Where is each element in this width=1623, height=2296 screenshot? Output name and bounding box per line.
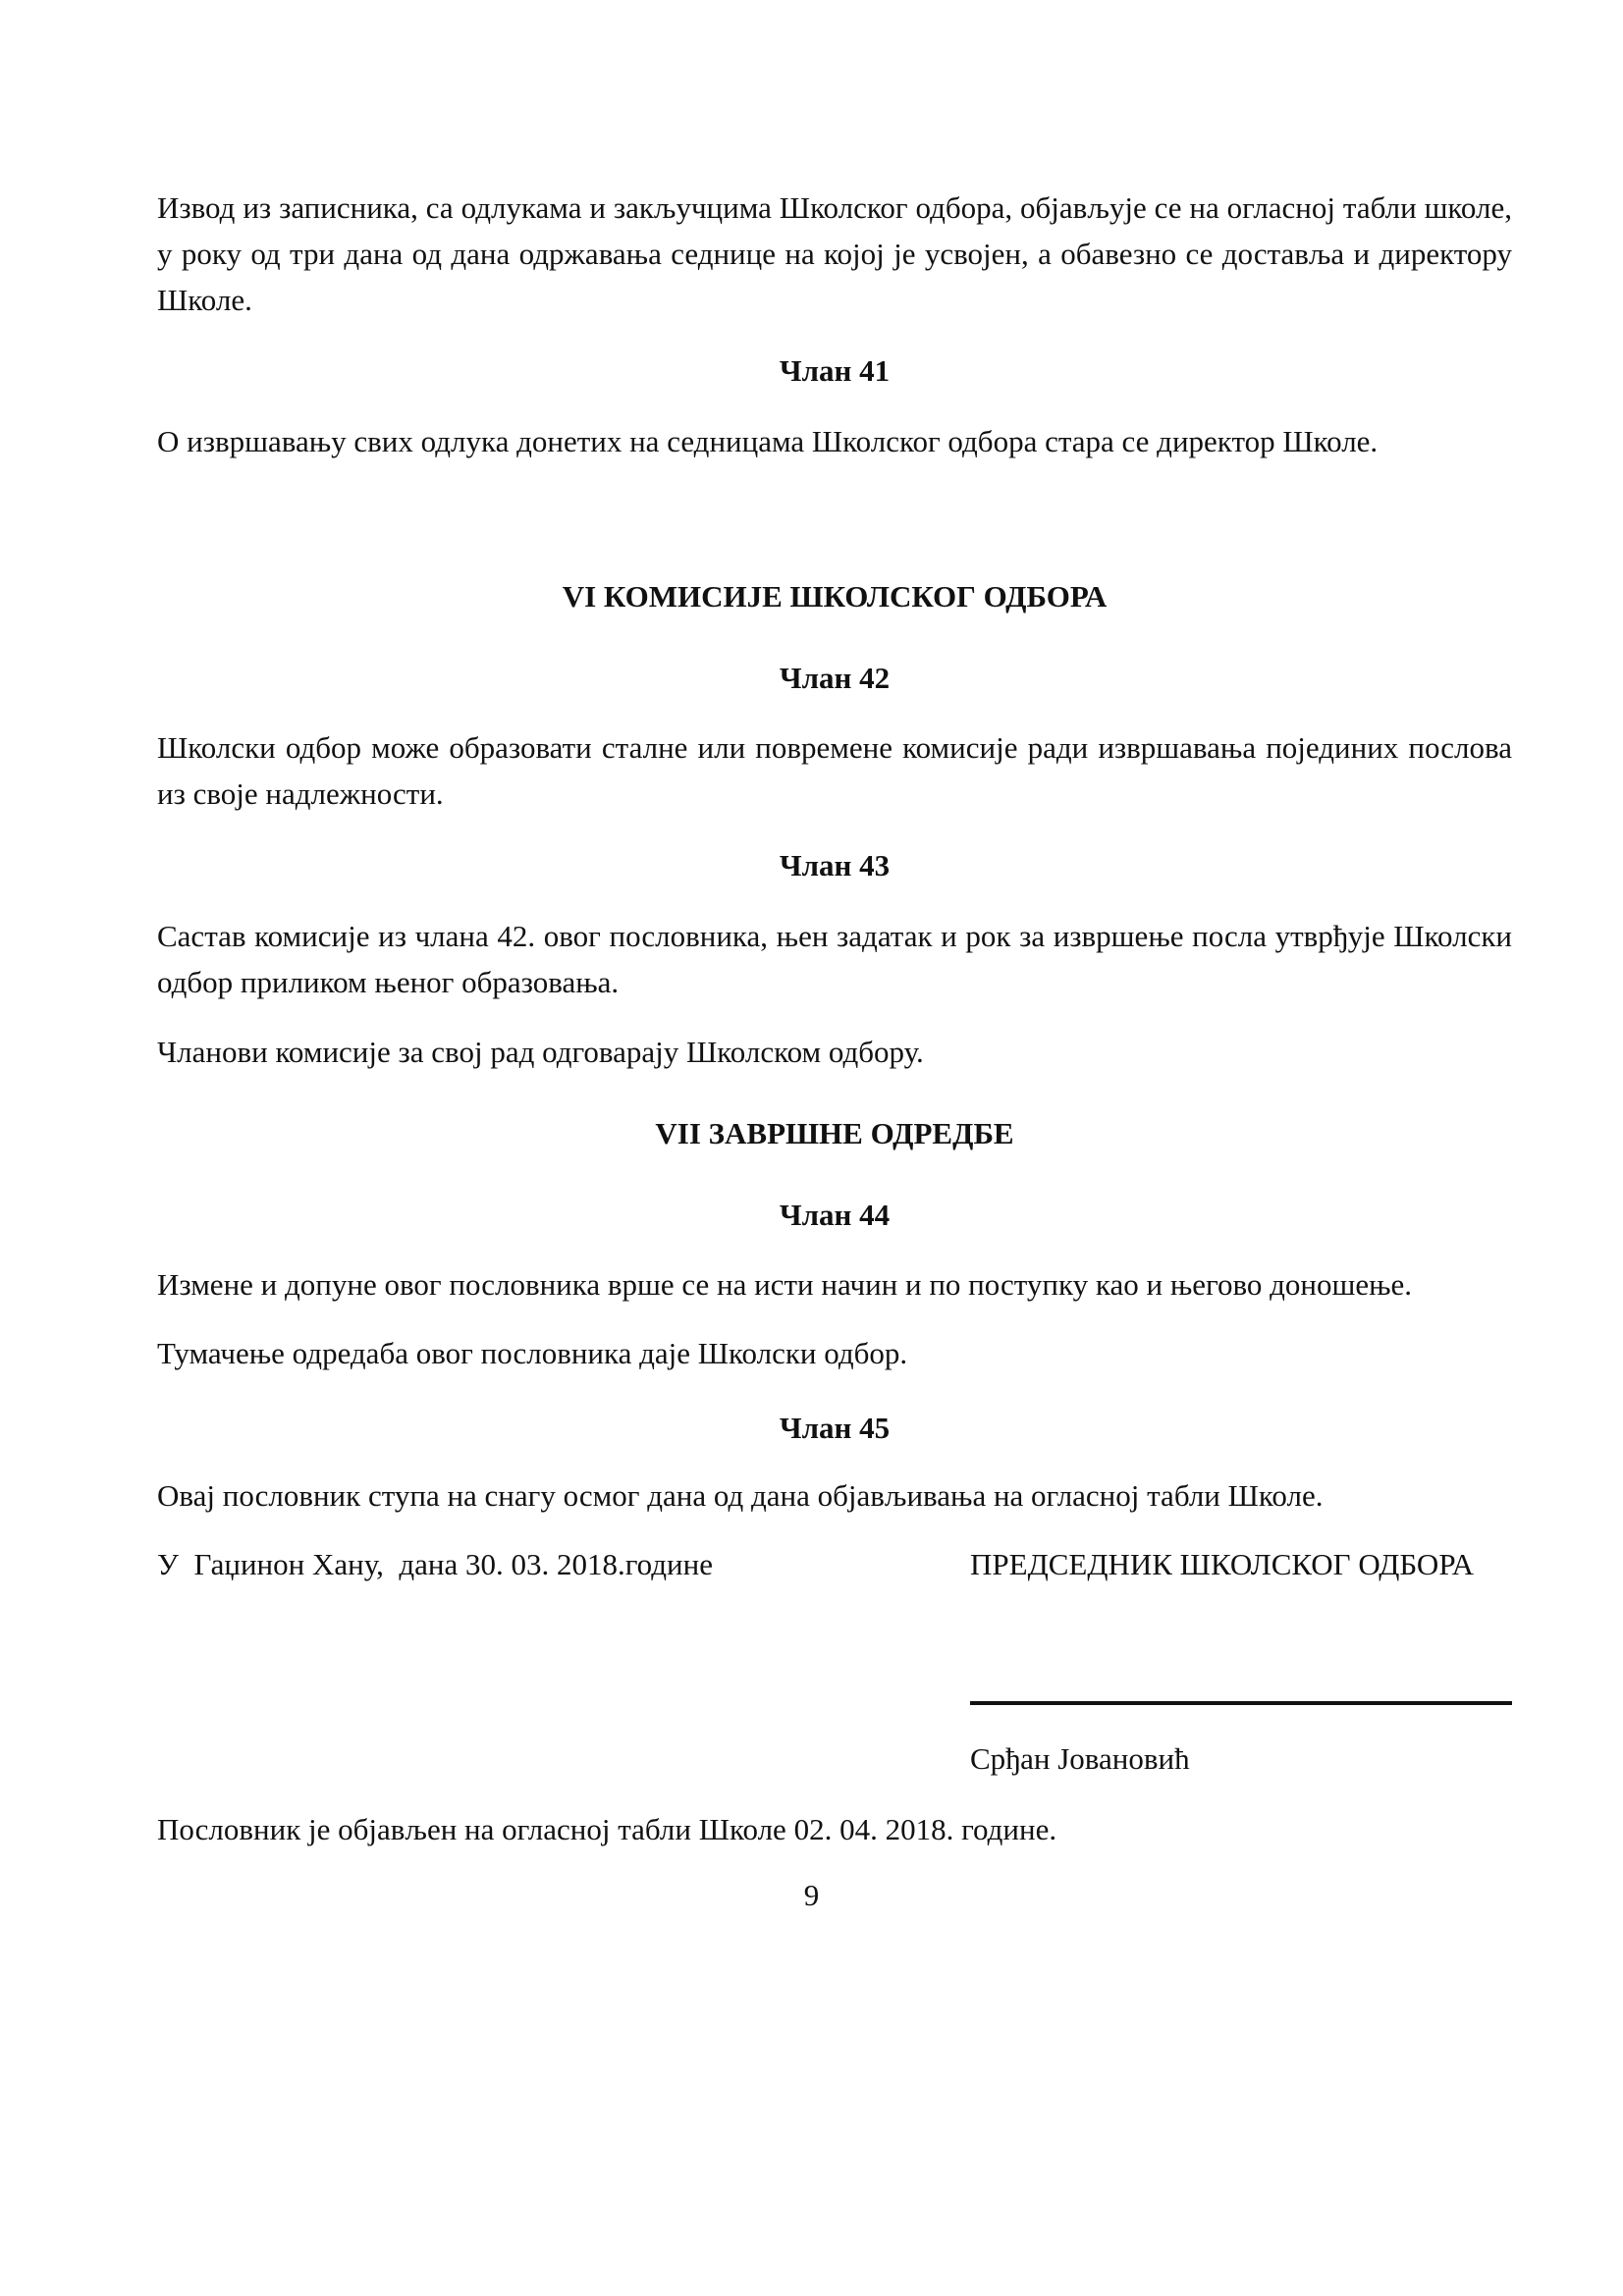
paragraph-decision-execution: О извршавању свих одлука донетих на седницама Школског одбора стара се директор Школе. — [157, 424, 1379, 458]
paragraph-commission-members: Чланови комисије за свој рад одговарају Школском одбору. — [157, 1035, 924, 1069]
article-43-heading: Члан 43 — [779, 848, 891, 882]
paragraph-amendments: Измене и допуне овог пословника врше се на исти начин и по поступку као и његово доношење. — [157, 1267, 1413, 1302]
signature-line — [970, 1701, 1512, 1705]
section-vii-heading: VII ЗАВРШНЕ ОДРЕДБЕ — [655, 1116, 1014, 1150]
signatory-name: Срђан Јовановић — [970, 1741, 1190, 1776]
place-and-date: У Гаџинон Хану, дана 30. 03. 2018.године — [157, 1547, 713, 1581]
article-41-heading: Члан 41 — [779, 353, 891, 388]
paragraph-entry-into-force: Овај пословник ступа на снагу осмог дана од дана објављивања на огласној табли Школе. — [157, 1478, 1324, 1513]
paragraph-publication-note: Пословник је објављен на огласној табли Школе 02. 04. 2018. године. — [157, 1812, 1057, 1846]
article-45-heading: Члан 45 — [779, 1411, 891, 1445]
page-number: 9 — [803, 1878, 820, 1912]
paragraph-minutes-extract: Извод из записника, са одлукама и закључцима Школског одбора, објављује се на огласној табли школе, у року од три дана од дана одржавања седнице на којој је усвојен, а обавезно се доставља и директору Школе. — [157, 190, 1512, 317]
article-44-heading: Члан 44 — [779, 1198, 891, 1232]
paragraph-interpretation: Тумачење одредаба овог пословника даје Школски одбор. — [157, 1336, 908, 1370]
signatory-title: ПРЕДСЕДНИК ШКОЛСКОГ ОДБОРА — [970, 1547, 1474, 1581]
paragraph-commissions: Школски одбор може образовати сталне или повремене комисије ради извршавања појединих послова из своје надлежности. — [157, 730, 1512, 811]
section-vi-heading: VI КОМИСИЈЕ ШКОЛСКОГ ОДБОРА — [562, 579, 1108, 614]
paragraph-commission-composition: Састав комисије из члана 42. овог пословника, њен задатак и рок за извршење посла утврђује Школски одбор приликом њеног образовања. — [157, 919, 1512, 999]
article-42-heading: Члан 42 — [779, 661, 891, 695]
